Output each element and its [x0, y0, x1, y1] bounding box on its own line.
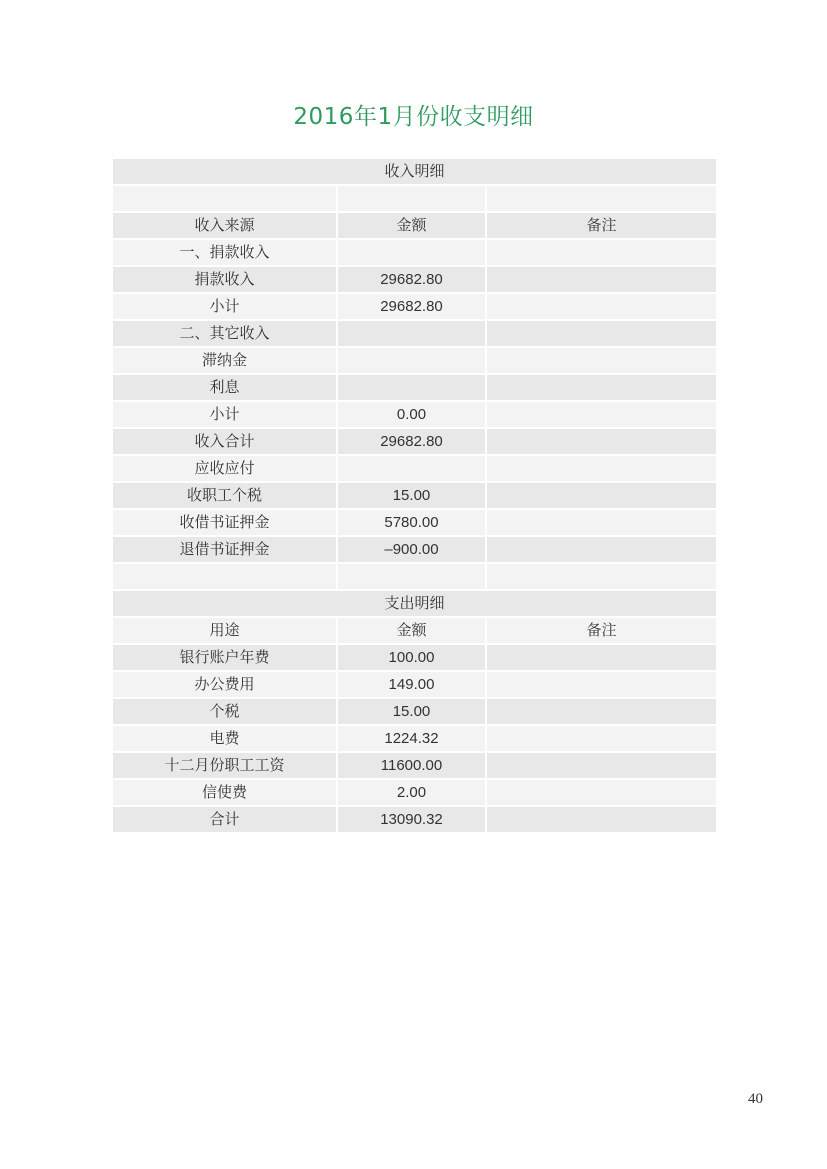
expense-row [112, 752, 717, 779]
expense-label: 银行账户年费 [112, 644, 337, 671]
income-label: 一、捐款收入 [112, 239, 337, 266]
expense-label: 个税 [112, 698, 337, 725]
income-row [112, 266, 717, 293]
income-label: 利息 [112, 374, 337, 401]
income-label: 二、其它收入 [112, 320, 337, 347]
income-note [486, 536, 717, 563]
income-row [112, 320, 717, 347]
expense-amount: 2.00 [337, 779, 486, 806]
expense-label: 电费 [112, 725, 337, 752]
income-section-title-row [112, 158, 717, 185]
expense-note [486, 752, 717, 779]
income-label: 收职工个税 [112, 482, 337, 509]
income-row [112, 536, 717, 563]
page-number: 40 [748, 1091, 763, 1107]
income-section-title: 收入明细 [112, 158, 717, 185]
income-note [486, 401, 717, 428]
income-label: 收借书证押金 [112, 509, 337, 536]
expense-note [486, 725, 717, 752]
blank-row [112, 563, 717, 590]
income-header-source: 收入来源 [112, 212, 337, 239]
income-note [486, 482, 717, 509]
income-label: 小计 [112, 293, 337, 320]
income-amount [337, 320, 486, 347]
income-amount: 5780.00 [337, 509, 486, 536]
income-amount: 29682.80 [337, 428, 486, 455]
expense-amount: 11600.00 [337, 752, 486, 779]
income-note [486, 266, 717, 293]
expense-header-note: 备注 [486, 617, 717, 644]
expense-label: 信使费 [112, 779, 337, 806]
expense-section-title: 支出明细 [112, 590, 717, 617]
expense-header-row [112, 617, 717, 644]
expense-header-amount: 金额 [337, 617, 486, 644]
expense-row [112, 698, 717, 725]
expense-note [486, 698, 717, 725]
expense-row [112, 671, 717, 698]
income-label: 小计 [112, 401, 337, 428]
expense-note [486, 779, 717, 806]
income-row [112, 293, 717, 320]
expense-header-purpose: 用途 [112, 617, 337, 644]
income-label: 退借书证押金 [112, 536, 337, 563]
expense-row [112, 725, 717, 752]
income-label: 应收应付 [112, 455, 337, 482]
income-label: 收入合计 [112, 428, 337, 455]
income-amount [337, 347, 486, 374]
expense-row [112, 779, 717, 806]
expense-note [486, 806, 717, 833]
expense-label: 合计 [112, 806, 337, 833]
income-amount [337, 239, 486, 266]
income-amount: –900.00 [337, 536, 486, 563]
blank-row [112, 185, 717, 212]
expense-label: 办公费用 [112, 671, 337, 698]
income-note [486, 428, 717, 455]
expense-amount: 100.00 [337, 644, 486, 671]
income-amount: 15.00 [337, 482, 486, 509]
income-header-note: 备注 [486, 212, 717, 239]
income-header-amount: 金额 [337, 212, 486, 239]
income-amount: 29682.80 [337, 266, 486, 293]
income-row [112, 347, 717, 374]
income-row [112, 239, 717, 266]
income-note [486, 320, 717, 347]
income-label: 滞纳金 [112, 347, 337, 374]
income-label: 捐款收入 [112, 266, 337, 293]
expense-total-row [112, 806, 717, 833]
income-row [112, 374, 717, 401]
income-note [486, 347, 717, 374]
income-header-row [112, 212, 717, 239]
page-title: 2016年1月份收支明细 [293, 104, 534, 130]
income-note [486, 374, 717, 401]
income-row [112, 482, 717, 509]
expense-amount: 149.00 [337, 671, 486, 698]
income-amount [337, 455, 486, 482]
income-row [112, 455, 717, 482]
income-amount [337, 374, 486, 401]
expense-note [486, 671, 717, 698]
expense-amount: 15.00 [337, 698, 486, 725]
income-note [486, 293, 717, 320]
income-row [112, 509, 717, 536]
income-amount: 0.00 [337, 401, 486, 428]
expense-amount: 1224.32 [337, 725, 486, 752]
expense-section-title-row [112, 590, 717, 617]
income-amount: 29682.80 [337, 293, 486, 320]
income-note [486, 509, 717, 536]
income-note [486, 239, 717, 266]
finance-table [111, 157, 718, 834]
expense-note [486, 644, 717, 671]
income-note [486, 455, 717, 482]
income-row [112, 401, 717, 428]
expense-amount: 13090.32 [337, 806, 486, 833]
income-row [112, 428, 717, 455]
expense-label: 十二月份职工工资 [112, 752, 337, 779]
expense-row [112, 644, 717, 671]
